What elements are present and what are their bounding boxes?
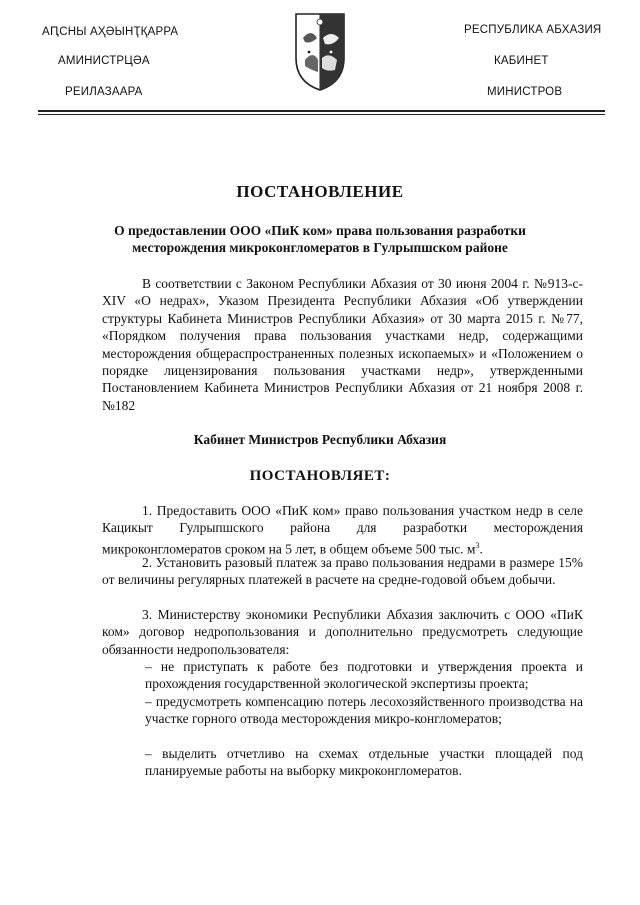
resolution-item-1 <box>102 502 583 558</box>
item-1-end: . <box>479 541 483 557</box>
resolution-item-2: 2. Установить разовый платеж за право пользования недрами в размере 15% от величины регулярных платежей в расчете на средне-годовой объем добычи. <box>102 555 583 588</box>
document-title: ПОСТАНОВЛЕНИЕ <box>236 182 404 201</box>
issuing-authority: Кабинет Министров Республики Абхазия <box>193 432 447 447</box>
header-left-line-3: РЕИЛАЗААРА <box>65 86 143 98</box>
item-1-text: 1. Предоставить ООО «ПиК ком» право пользования участком недр в селе Кацикыт Гулрыпшского района для разработки месторождения микроконгломератов сроком на 5 лет, в общем объеме 500 тыс. м <box>102 503 583 557</box>
header-right-line-3: МИНИСТРОВ <box>487 86 563 98</box>
document-subject: О предоставлении ООО «ПиК ком» права пользования разработки месторождения микроконгломератов в Гулрыпшском районе <box>114 223 526 255</box>
header-right-line-2: КАБИНЕТ <box>494 55 549 67</box>
coat-of-arms-emblem <box>293 8 347 94</box>
obligation-bullet-1: – не приступать к работе без подготовки и утверждения проекта и прохождения государственной экологической экспертизы проекта; <box>145 659 583 692</box>
header-rule-thin <box>38 114 605 115</box>
header-rule <box>38 110 605 112</box>
obligation-bullet-3: – выделить отчетливо на схемах отдельные участки площадей под планируемые работы на выборку микроконгломератов. <box>145 746 583 779</box>
header-left-line-2: АМИНИСТРЦӘА <box>58 55 150 67</box>
header-left-line-1: АԤСНЫ АҲӘЫНҬҚАРРА <box>42 26 179 38</box>
resolution-item-3: 3. Министерству экономики Республики Абхазия заключить с ООО «ПиК ком» договор недропользования и дополнительно предусмотреть следующие обязанности недропользователя: <box>102 607 583 657</box>
resolves-heading: ПОСТАНОВЛЯЕТ: <box>249 468 391 484</box>
obligation-bullet-2: – предусмотреть компенсацию потерь лесохозяйственного производства на участке горного отвода месторождения микро-конгломератов; <box>145 694 583 727</box>
preamble-paragraph: В соответствии с Законом Республики Абхазия от 30 июня 2004 г. №913-с-XIV «О недрах», Указом Президента Республики Абхазия «Об утверждении структуры Кабинета Министров Республики Абхазия» от 30 марта 2015 г. №77, «Порядком получения права пользования участками недр, содержащими месторождения общераспространенных полезных ископаемых» и «Положением о порядке лицензирования пользования участками недр», утвержденными Постановлением Кабинета Министров Республики Абхазия от 21 ноября 2008 г. №182 <box>102 276 583 413</box>
item-1-superscript: 3 <box>475 540 480 550</box>
header-right-line-1: РЕСПУБЛИКА АБХАЗИЯ <box>464 24 602 36</box>
